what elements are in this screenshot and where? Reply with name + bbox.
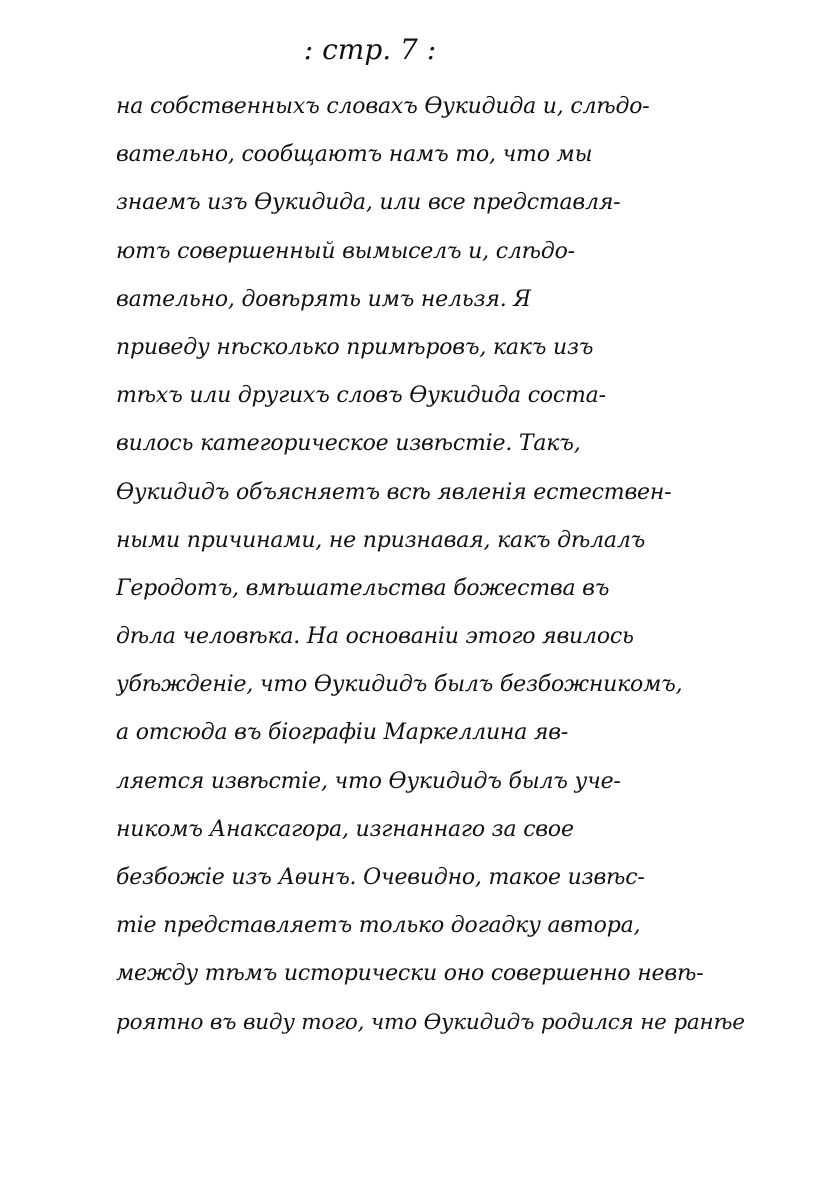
text-line: вательно, сообщаютъ намъ то, что мы: [116, 142, 593, 168]
handwritten-text-block: [116, 83, 756, 1047]
text-line: никомъ Анаксагора, изгнаннаго за свое: [116, 816, 574, 842]
text-line: тіе представляетъ только догадку автора,: [116, 913, 641, 939]
text-line: на собственныхъ словахъ Өукидида и, слѣдо-: [116, 94, 650, 119]
text-line: безбожіе изъ Аѳинъ. Очевидно, такое извѣс-: [116, 865, 645, 890]
text-line: знаемъ изъ Өукидида, или все представля-: [116, 190, 621, 216]
text-line: ными причинами, не признавая, какъ дѣлалъ: [116, 527, 646, 553]
text-line: роятно въ виду того, что Өукидидъ родился не ранѣе: [116, 1009, 745, 1035]
page-number: : стр. 7 :: [303, 33, 437, 66]
text-line: ляется извѣстіе, что Өукидидъ былъ уче-: [116, 768, 621, 794]
text-line: вилось категорическое извѣстіе. Такъ,: [116, 431, 581, 457]
text-line: вательно, довѣрять имъ нельзя. Я: [116, 286, 531, 312]
text-line: между тѣмъ исторически оно совершенно невѣ-: [116, 961, 704, 987]
text-line: приведу нѣсколько примѣровъ, какъ изъ: [116, 334, 594, 360]
text-line: ютъ совершенный вымыселъ и, слѣдо-: [116, 238, 575, 264]
text-line: убѣжденіе, что Өукидидъ былъ безбожникомъ,: [116, 672, 683, 698]
text-line: а отсюда въ біографіи Маркеллина яв-: [116, 720, 569, 746]
text-line: Геродотъ, вмѣшательства божества въ: [116, 575, 610, 601]
text-line: тѣхъ или другихъ словъ Өукидида соста-: [116, 383, 606, 409]
text-line: дѣла человѣка. На основаніи этого явилось: [116, 624, 634, 650]
text-line: Өукидидъ объясняетъ всѣ явленія естествен-: [116, 479, 672, 505]
